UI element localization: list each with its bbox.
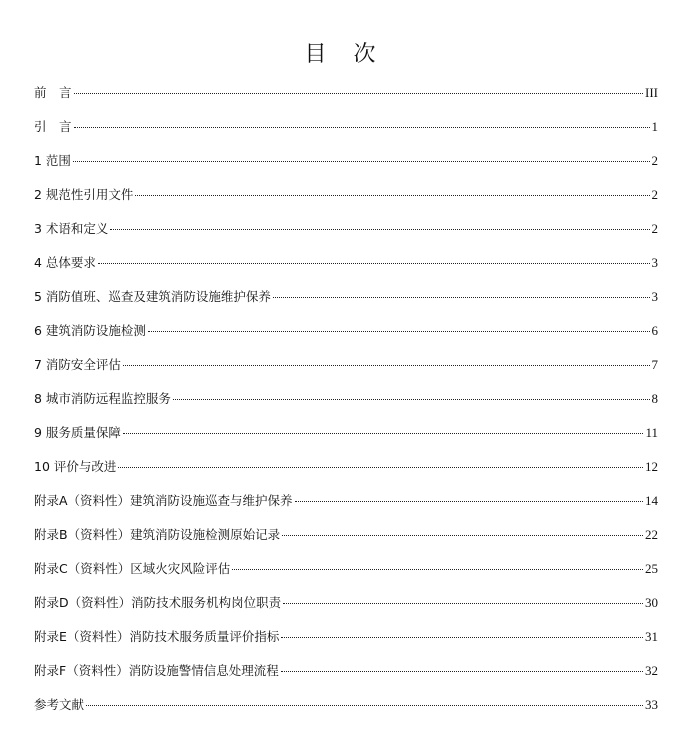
toc-entry-page-number: III [645, 85, 658, 100]
dot-leader [148, 331, 650, 332]
dot-leader [73, 161, 650, 162]
toc-entry-page-number: 25 [645, 561, 658, 576]
toc-entry-page-number: 33 [645, 697, 658, 712]
dot-leader [273, 297, 650, 298]
toc-entry-page-number: 2 [651, 153, 658, 168]
toc-entry-label: 附录E（资料性）消防技术服务质量评价指标 [34, 629, 280, 644]
toc-entry-label: 6 建筑消防设施检测 [34, 323, 146, 338]
toc-entry-page-number: 2 [651, 221, 658, 236]
toc-entry-page-number: 1 [651, 119, 658, 134]
toc-entry-page-number: 31 [645, 629, 658, 644]
toc-entry-page-number: 3 [651, 289, 658, 304]
toc-entry-page-number: 11 [645, 425, 658, 440]
dot-leader [281, 671, 643, 672]
toc-entry-label: 9 服务质量保障 [34, 425, 121, 440]
toc-entry-label: 7 消防安全评估 [34, 357, 121, 372]
dot-leader [283, 603, 643, 604]
toc-entry-evaluation-improvement[interactable] [34, 458, 658, 492]
toc-entry-label: 4 总体要求 [34, 255, 96, 270]
toc-entry-scope[interactable] [34, 152, 658, 186]
toc-entry-terms-definitions[interactable] [34, 220, 658, 254]
toc-entry-page-number: 2 [651, 187, 658, 202]
dot-leader [110, 229, 649, 230]
toc-entry-page-number: 8 [651, 391, 658, 406]
toc-entry-page-number: 7 [651, 357, 658, 372]
dot-leader [123, 365, 650, 366]
toc-entry-page-number: 30 [645, 595, 658, 610]
dot-leader [282, 535, 643, 536]
toc-entry-label: 前 言 [34, 85, 72, 100]
dot-leader [123, 433, 644, 434]
toc-entry-page-number: 32 [645, 663, 658, 678]
dot-leader [74, 93, 643, 94]
toc-entry-normative-references[interactable] [34, 186, 658, 220]
toc-entry-facility-testing[interactable] [34, 322, 658, 356]
dot-leader [98, 263, 650, 264]
toc-entry-duty-inspection-maintenance[interactable] [34, 288, 658, 322]
toc-entry-page-number: 14 [645, 493, 658, 508]
toc-entry-appendix-d[interactable] [34, 594, 658, 628]
toc-entry-label: 3 术语和定义 [34, 221, 109, 236]
toc-entry-label: 2 规范性引用文件 [34, 187, 134, 202]
toc-entry-label: 参考文献 [34, 697, 85, 712]
toc-entry-appendix-c[interactable] [34, 560, 658, 594]
toc-entry-label: 1 范围 [34, 153, 71, 168]
toc-entry-safety-assessment[interactable] [34, 356, 658, 390]
toc-entry-label: 附录B（资料性）建筑消防设施检测原始记录 [34, 527, 281, 542]
toc-entry-appendix-b[interactable] [34, 526, 658, 560]
toc-entry-general-requirements[interactable] [34, 254, 658, 288]
toc-entry-label: 附录F（资料性）消防设施警情信息处理流程 [34, 663, 279, 678]
toc-entry-appendix-a[interactable] [34, 492, 658, 526]
toc-entry-service-quality[interactable] [34, 424, 658, 458]
toc-entry-page-number: 3 [651, 255, 658, 270]
toc-entry-label: 附录A（资料性）建筑消防设施巡查与维护保养 [34, 493, 293, 508]
toc-entry-label: 附录D（资料性）消防技术服务机构岗位职责 [34, 595, 282, 610]
dot-leader [86, 705, 643, 706]
toc-entry-page-number: 6 [651, 323, 658, 338]
dot-leader [295, 501, 643, 502]
dot-leader [118, 467, 643, 468]
dot-leader [232, 569, 643, 570]
table-of-contents [34, 84, 658, 730]
toc-entry-introduction[interactable] [34, 118, 658, 152]
toc-entry-label: 附录C（资料性）区域火灾风险评估 [34, 561, 231, 576]
toc-entry-bibliography[interactable] [34, 696, 658, 730]
dot-leader [173, 399, 650, 400]
toc-entry-page-number: 12 [645, 459, 658, 474]
toc-entry-remote-monitoring[interactable] [34, 390, 658, 424]
toc-entry-label: 引 言 [34, 119, 72, 134]
toc-entry-preface[interactable] [34, 84, 658, 118]
dot-leader [74, 127, 650, 128]
toc-entry-label: 10 评价与改进 [34, 459, 117, 474]
toc-entry-label: 8 城市消防远程监控服务 [34, 391, 171, 406]
dot-leader [281, 637, 643, 638]
toc-entry-page-number: 22 [645, 527, 658, 542]
dot-leader [135, 195, 649, 196]
toc-entry-appendix-e[interactable] [34, 628, 658, 662]
page-title: 目 次 [304, 41, 386, 67]
toc-entry-label: 5 消防值班、巡查及建筑消防设施维护保养 [34, 289, 271, 304]
toc-entry-appendix-f[interactable] [34, 662, 658, 696]
